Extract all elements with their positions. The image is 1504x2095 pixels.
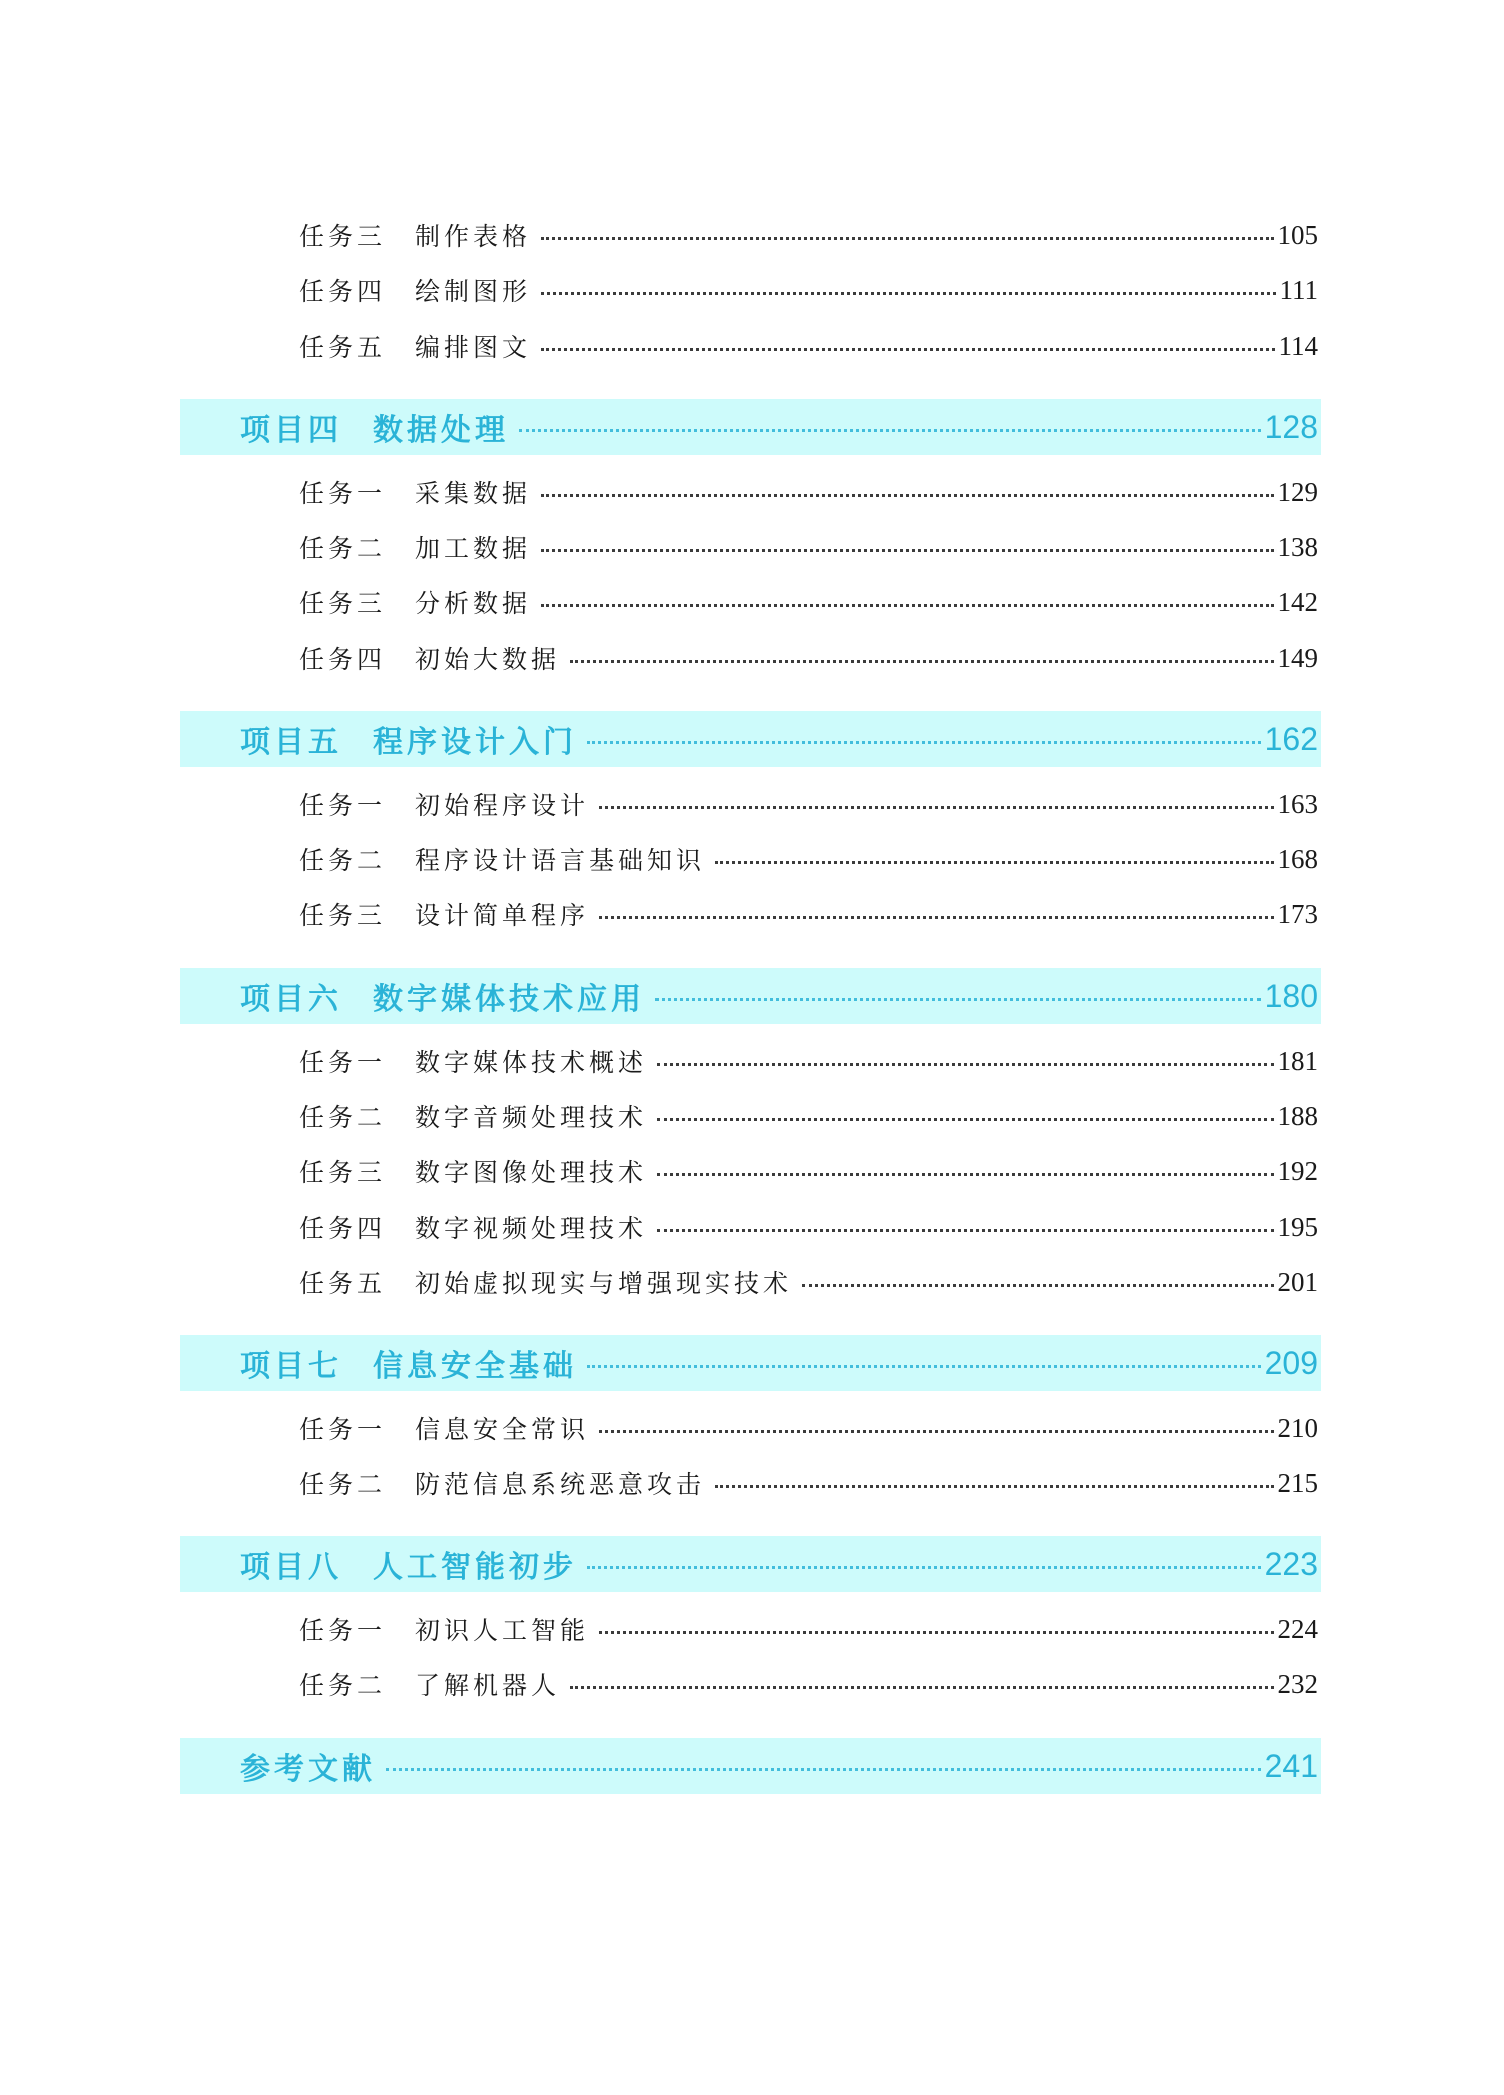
task-title: 程序设计语言基础知识 — [415, 846, 706, 875]
dot-leader — [715, 1485, 1273, 1488]
task-title: 数字视频处理技术 — [415, 1214, 648, 1243]
dot-leader — [570, 1686, 1273, 1689]
dot-leader — [587, 1566, 1261, 1569]
task-number: 任务一 — [299, 1415, 387, 1444]
task-number: 任务四 — [299, 277, 387, 306]
task-title: 制作表格 — [415, 222, 532, 251]
page-number: 181 — [1277, 1045, 1318, 1076]
task-number: 任务三 — [299, 901, 387, 930]
dot-leader — [519, 429, 1261, 432]
page-number: 163 — [1277, 788, 1318, 819]
page-number: 128 — [1264, 408, 1318, 445]
dot-leader — [657, 1229, 1273, 1232]
toc-task-row[interactable] — [180, 1143, 1321, 1199]
toc-task-row[interactable] — [180, 262, 1321, 318]
task-number: 任务四 — [299, 1214, 387, 1243]
project-number: 项目八 — [240, 1550, 342, 1585]
page-number: 241 — [1264, 1747, 1318, 1784]
task-number: 任务二 — [299, 1470, 387, 1499]
dot-leader — [657, 1118, 1273, 1121]
project-title: 程序设计入门 — [373, 725, 577, 760]
toc-task-row[interactable] — [180, 574, 1321, 630]
toc-task-row[interactable] — [180, 831, 1321, 887]
task-title: 采集数据 — [415, 479, 532, 508]
task-number: 任务五 — [299, 333, 387, 362]
page-number: 195 — [1277, 1211, 1318, 1242]
page-number: 232 — [1277, 1668, 1318, 1699]
dot-leader — [657, 1173, 1273, 1176]
toc-task-row[interactable] — [180, 207, 1321, 263]
toc-task-row[interactable] — [180, 776, 1321, 832]
task-number: 任务一 — [299, 791, 387, 820]
page-number: 180 — [1264, 977, 1318, 1014]
dot-leader — [541, 549, 1273, 552]
dot-leader — [715, 861, 1273, 864]
task-title: 初识人工智能 — [415, 1616, 590, 1645]
task-number: 任务二 — [299, 846, 387, 875]
dot-leader — [541, 292, 1275, 295]
task-title: 信息安全常识 — [415, 1415, 590, 1444]
page-number: 129 — [1277, 476, 1318, 507]
page-number: 142 — [1277, 586, 1318, 617]
page-number: 114 — [1278, 330, 1318, 361]
toc-project-row[interactable] — [180, 399, 1321, 455]
task-title: 编排图文 — [415, 333, 532, 362]
toc-project-row[interactable] — [180, 968, 1321, 1024]
toc-task-row[interactable] — [180, 1033, 1321, 1089]
dot-leader — [570, 660, 1273, 663]
page-number: 215 — [1277, 1467, 1318, 1498]
project-title: 数据处理 — [373, 413, 509, 448]
dot-leader — [541, 237, 1273, 240]
task-number: 任务二 — [299, 1671, 387, 1700]
task-number: 任务三 — [299, 222, 387, 251]
project-title: 人工智能初步 — [373, 1550, 577, 1585]
task-title: 设计简单程序 — [415, 901, 590, 930]
page-number: 149 — [1277, 642, 1318, 673]
dot-leader — [599, 1430, 1273, 1433]
page-number: 209 — [1264, 1344, 1318, 1381]
task-title: 数字媒体技术概述 — [415, 1048, 648, 1077]
dot-leader — [655, 998, 1261, 1001]
project-number: 项目六 — [240, 982, 342, 1017]
dot-leader — [599, 806, 1273, 809]
dot-leader — [587, 1365, 1261, 1368]
task-number: 任务三 — [299, 589, 387, 618]
task-number: 任务一 — [299, 1048, 387, 1077]
dot-leader — [657, 1063, 1273, 1066]
toc-task-row[interactable] — [180, 464, 1321, 520]
dot-leader — [587, 741, 1261, 744]
task-title: 数字音频处理技术 — [415, 1103, 648, 1132]
references-title: 参考文献 — [240, 1752, 376, 1787]
page-number: 201 — [1277, 1266, 1318, 1297]
project-number: 项目七 — [240, 1349, 342, 1384]
page-number: 223 — [1264, 1545, 1318, 1582]
project-number: 项目五 — [240, 725, 342, 760]
toc-project-row[interactable] — [180, 1335, 1321, 1391]
dot-leader — [541, 494, 1273, 497]
dot-leader — [802, 1284, 1273, 1287]
project-number: 项目四 — [240, 413, 342, 448]
toc-task-row[interactable] — [180, 886, 1321, 942]
toc-task-row[interactable] — [180, 1601, 1321, 1657]
toc-task-row[interactable] — [180, 1199, 1321, 1255]
toc-task-row[interactable] — [180, 519, 1321, 575]
project-title: 数字媒体技术应用 — [373, 982, 645, 1017]
task-title: 加工数据 — [415, 534, 532, 563]
page-number: 138 — [1277, 531, 1318, 562]
task-number: 任务二 — [299, 534, 387, 563]
toc-task-row[interactable] — [180, 1088, 1321, 1144]
task-title: 了解机器人 — [415, 1671, 561, 1700]
task-number: 任务三 — [299, 1158, 387, 1187]
task-number: 任务一 — [299, 1616, 387, 1645]
toc-task-row[interactable] — [180, 1400, 1321, 1456]
dot-leader — [599, 1631, 1273, 1634]
task-number: 任务一 — [299, 479, 387, 508]
page-number: 192 — [1277, 1155, 1318, 1186]
task-title: 分析数据 — [415, 589, 532, 618]
task-number: 任务二 — [299, 1103, 387, 1132]
toc-task-row[interactable] — [180, 318, 1321, 374]
page-number: 224 — [1277, 1613, 1318, 1644]
dot-leader — [541, 604, 1273, 607]
task-title: 防范信息系统恶意攻击 — [415, 1470, 706, 1499]
dot-leader — [599, 916, 1273, 919]
toc-task-row[interactable] — [180, 1254, 1321, 1310]
page-number: 111 — [1279, 274, 1318, 305]
toc-task-row[interactable] — [180, 1656, 1321, 1712]
toc-task-row[interactable] — [180, 1455, 1321, 1511]
toc-task-row[interactable] — [180, 630, 1321, 686]
task-title: 绘制图形 — [415, 277, 532, 306]
task-title: 初始程序设计 — [415, 791, 590, 820]
page-number: 162 — [1264, 720, 1318, 757]
task-number: 任务四 — [299, 645, 387, 674]
dot-leader — [386, 1768, 1261, 1771]
page-number: 188 — [1277, 1100, 1318, 1131]
toc-project-row-references[interactable] — [180, 1738, 1321, 1794]
task-title: 数字图像处理技术 — [415, 1158, 648, 1187]
dot-leader — [541, 348, 1274, 351]
page-number: 168 — [1277, 843, 1318, 874]
task-number: 任务五 — [299, 1269, 387, 1298]
toc-project-row[interactable] — [180, 1536, 1321, 1592]
task-title: 初始虚拟现实与增强现实技术 — [415, 1269, 793, 1298]
page-number: 173 — [1277, 898, 1318, 929]
page-number: 105 — [1277, 219, 1318, 250]
page-number: 210 — [1277, 1412, 1318, 1443]
project-title: 信息安全基础 — [373, 1349, 577, 1384]
toc-project-row[interactable] — [180, 711, 1321, 767]
task-title: 初始大数据 — [415, 645, 561, 674]
